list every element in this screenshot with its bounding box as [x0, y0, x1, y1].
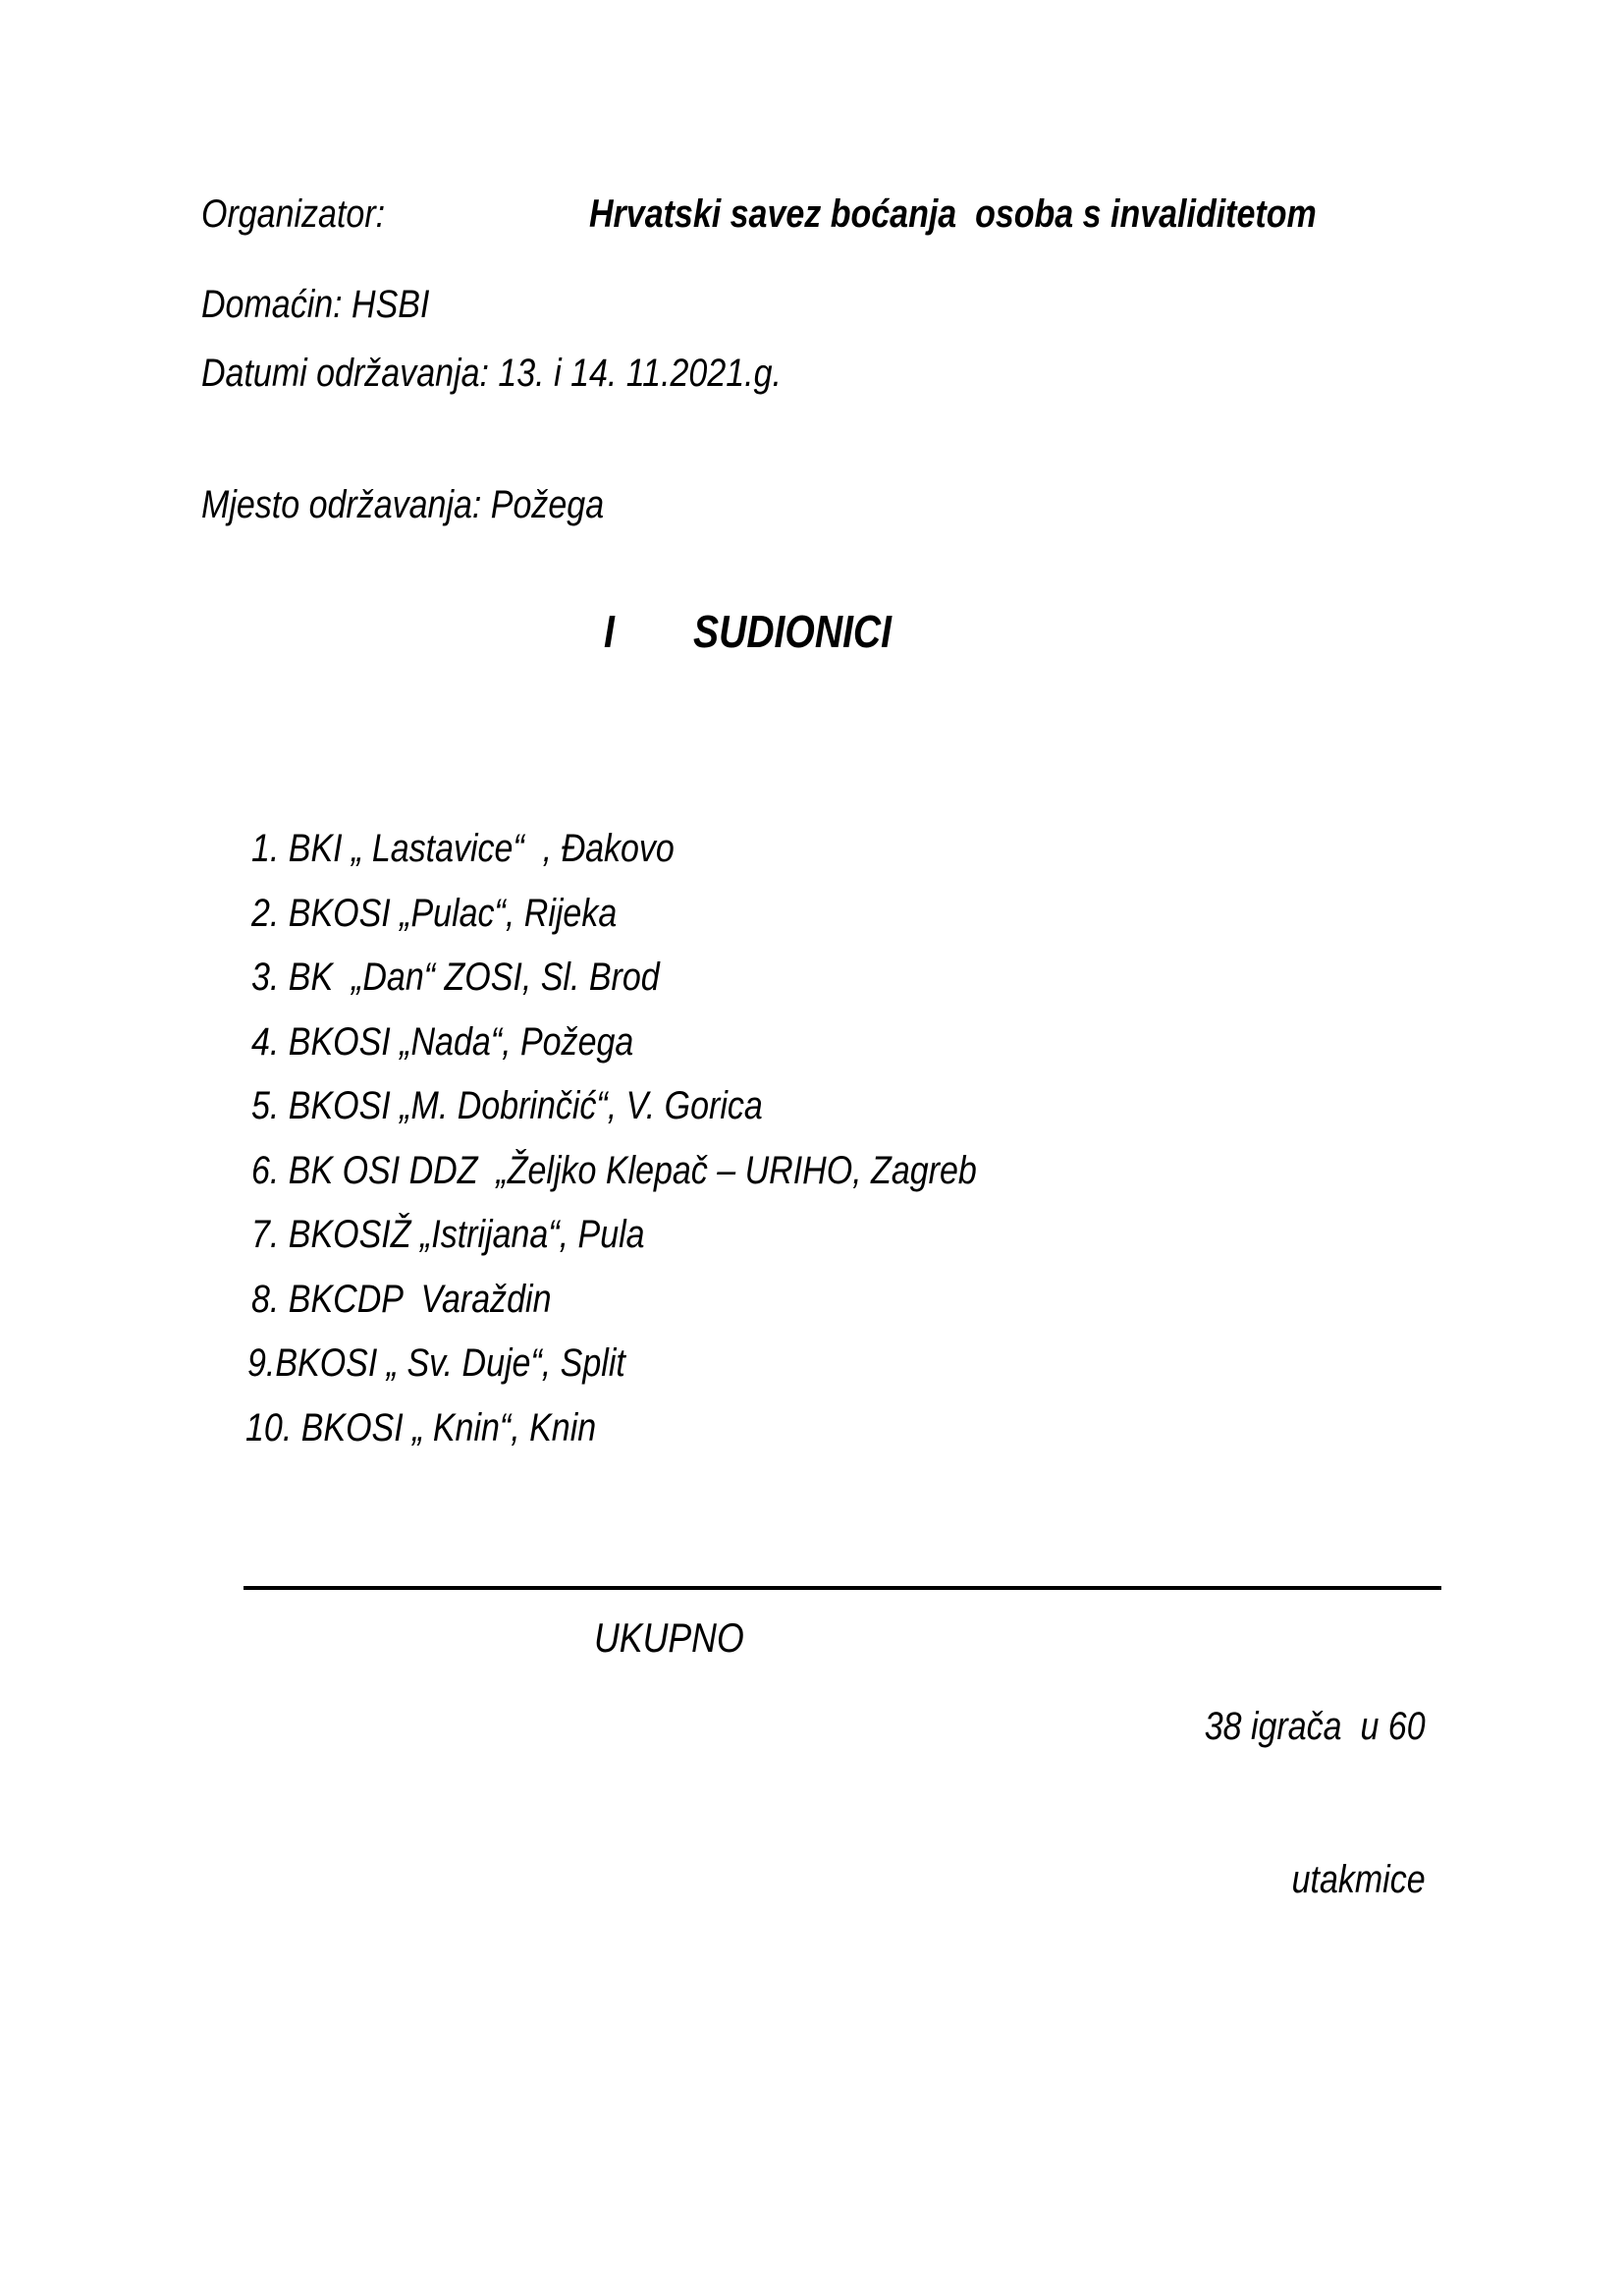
dates-line: Datumi održavanja: 13. i 14. 11.2021.g. — [201, 352, 782, 395]
place-line: Mjesto održavanja: Požega — [201, 483, 605, 526]
section-numeral: I — [604, 606, 615, 657]
summary-row — [244, 1586, 1441, 1901]
total-value-line1: 38 igrača u 60 — [1205, 1705, 1426, 1748]
organizer-value: Hrvatski savez boćanja osoba s invaliditetom — [589, 192, 1317, 236]
section-heading — [604, 605, 926, 658]
participants-list — [245, 817, 1105, 1460]
list-item: 7. BKOSIŽ „Istrijana“, Pula — [251, 1213, 645, 1256]
total-label: UKUPNO — [594, 1614, 744, 1661]
list-item: 6. BK OSI DDZ „Željko Klepač – URIHO, Zagreb — [251, 1148, 977, 1192]
list-item: 3. BK „Dan“ ZOSI, Sl. Brod — [251, 956, 660, 999]
list-item: 9.BKOSI „ Sv. Duje“, Split — [247, 1341, 625, 1385]
list-item: 5. BKOSI „M. Dobrinčić“, V. Gorica — [251, 1084, 763, 1127]
list-item: 10. BKOSI „ Knin“, Knin — [245, 1405, 597, 1449]
list-item: 1. BKI „ Lastavice“ , Đakovo — [251, 827, 675, 870]
list-item: 8. BKCDP Varaždin — [251, 1277, 552, 1321]
host-line: Domaćin: HSBI — [201, 283, 430, 326]
total-value-line2: utakmice — [1291, 1858, 1426, 1901]
total-value — [1205, 1599, 1426, 2007]
organizer-label: Organizator: — [201, 192, 386, 236]
list-item: 4. BKOSI „Nada“, Požega — [251, 1019, 634, 1064]
section-title: SUDIONICI — [692, 606, 892, 657]
list-item: 2. BKOSI „Pulac“, Rijeka — [251, 891, 618, 935]
